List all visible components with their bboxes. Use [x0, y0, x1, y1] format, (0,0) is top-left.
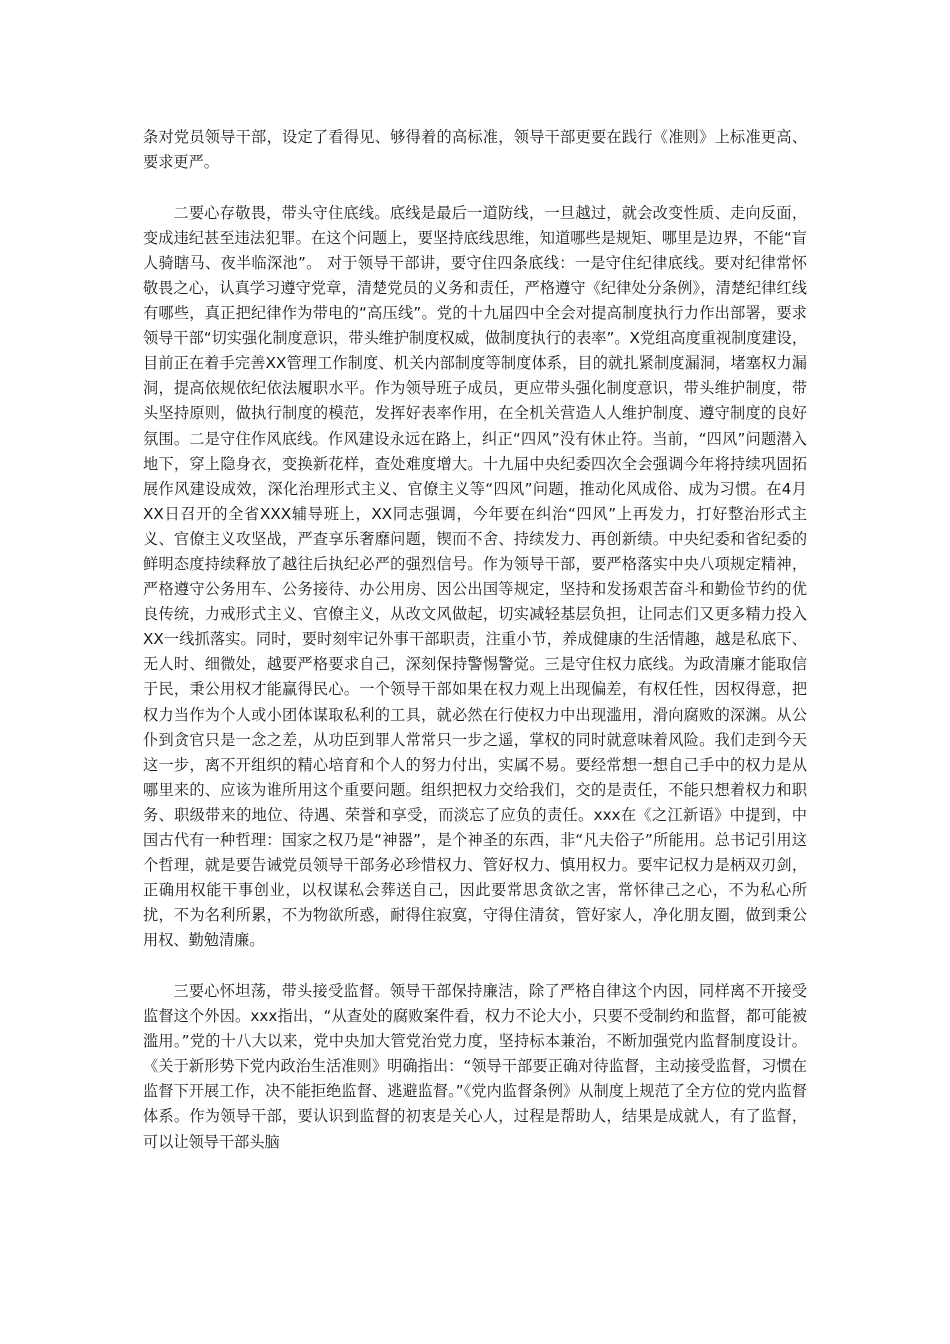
paragraph-spacer	[143, 954, 807, 980]
paragraph-spacer	[143, 175, 807, 201]
paragraph-continuation: 条对党员领导干部，设定了看得见、够得着的高标准，领导干部更要在践行《准则》上标准更高、要求更严。	[143, 128, 807, 172]
paragraph-supervision: 三要心怀坦荡，带头接受监督。领导干部保持廉洁，除了严格自律这个内因，同样离不开接受监督这个外因。xxx指出，“从查处的腐败案件看，权力不论大小，只要不受制约和监督，都可能被滥用。”党的十八大以来，党中央加大管党治党力度，坚持标本兼治，不断加强党内监督制度设计。《关于新形势下党内政治生活准则》明确指出：“领导干部要正确对待监督，主动接受监督，习惯在监督下开展工作，决不能拒绝监督、逃避监督。”《党内监督条例》从制度上规范了全方位的党内监督体系。作为领导干部，要认识到监督的初衷是关心人，过程是帮助人，结果是成就人，有了监督，可以让领导干部头脑	[143, 982, 807, 1151]
document-body	[143, 125, 807, 1155]
paragraph-bottom-line: 二要心存敬畏，带头守住底线。底线是最后一道防线，一旦越过，就会改变性质、走向反面，变成违纪甚至违法犯罪。在这个问题上，要坚持底线思维，知道哪些是规矩、哪里是边界，不能“盲人骑瞎马、夜半临深池”。 对于领导干部讲，要守住四条底线：一是守住纪律底线。要对纪律常怀敬畏之心，认真学习遵守党章，清楚党员的义务和责任，严格遵守《纪律处分条例》，清楚纪律红线有哪些，真正把纪律作为带电的“高压线”。党的十九届四中全会对提高制度执行力作出部署，要求领导干部“切实强化制度意识，带头维护制度权威，做制度执行的表率”。X党组高度重视制度建设，目前正在着手完善XX管理工作制度、机关内部制度等制度体系，目的就扎紧制度漏洞，堵塞权力漏洞，提高依规依纪依法履职水平。作为领导班子成员，更应带头强化制度意识，带头维护制度，带头坚持原则，做执行制度的模范，发挥好表率作用，在全机关营造人人维护制度、遵守制度的良好氛围。二是守住作风底线。作风建设永远在路上，纠正“四风”没有休止符。当前，“四风”问题潜入地下，穿上隐身衣，变换新花样，查处难度增大。十九届中央纪委四次全会强调今年将持续巩固拓展作风建设成效，深化治理形式主义、官僚主义等“四风”问题，推动化风成俗、成为习惯。在4月XX日召开的全省XXX辅导班上，XX同志强调，今年要在纠治“四风”上再发力，打好整治形式主义、官僚主义攻坚战，严查享乐奢靡问题，锲而不舍、持续发力、再创新绩。中央纪委和省纪委的鲜明态度持续释放了越往后执纪必严的强烈信号。作为领导干部，要严格落实中央八项规定精神，严格遵守公务用车、公务接待、办公用房、因公出国等规定，坚持和发扬艰苦奋斗和勤俭节约的优良传统，力戒形式主义、官僚主义，从改文风做起，切实减轻基层负担，让同志们又更多精力投入XX一线抓落实。同时，要时刻牢记外事干部职责，注重小节，养成健康的生活情趣，越是私底下、无人时、细微处，越要严格要求自己，深刻保持警惕警觉。三是守住权力底线。为政清廉才能取信于民，秉公用权才能赢得民心。一个领导干部如果在权力观上出现偏差，有权任性，因权得意，把权力当作为个人或小团体谋取私利的工具，就必然在行使权力中出现滥用，滑向腐败的深渊。从公仆到贪官只是一念之差，从功臣到罪人常常只一步之遥，掌权的同时就意味着风险。我们走到今天这一步，离不开组织的精心培育和个人的努力付出，实属不易。要经常想一想自己手中的权力是从哪里来的、应该为谁所用这个重要问题。组织把权力交给我们，交的是责任，不能只想着权力和职务、职级带来的地位、待遇、荣誉和享受，而淡忘了应负的责任。xxx在《之江新语》中提到，中国古代有一种哲理：国家之权乃是“神器”，是个神圣的东西，非“凡夫俗子”所能用。总书记引用这个哲理，就是要告诫党员领导干部务必珍惜权力、管好权力、慎用权力。要牢记权力是柄双刃剑，正确用权能干事创业，以权谋私会葬送自己，因此要常思贪欲之害，常怀律己之心，不为私心所扰，不为名利所累，不为物欲所惑，耐得住寂寞，守得住清贫，管好家人，净化朋友圈，做到秉公用权、勤勉清廉。	[143, 203, 808, 950]
